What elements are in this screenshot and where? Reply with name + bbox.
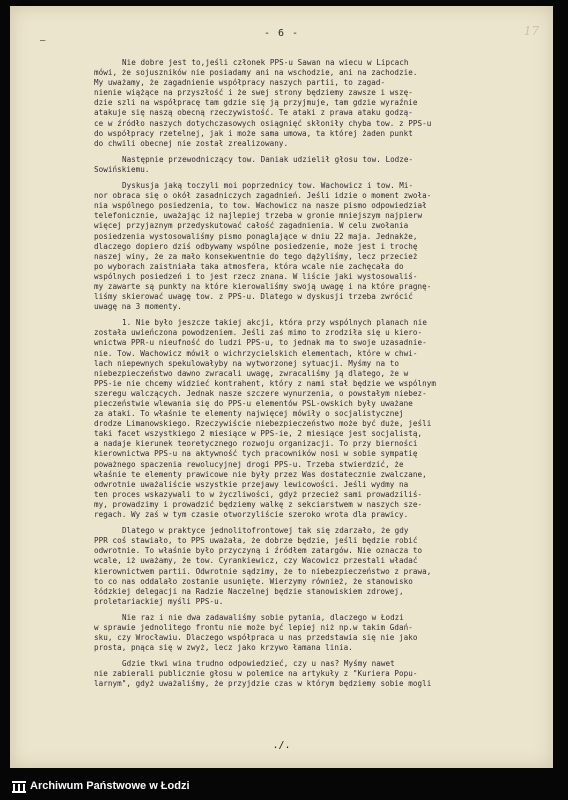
text-line: PPS-ie nie chcemy widzieć kontrahent, który z nami stał będzie we wspólnym xyxy=(94,378,437,388)
text-line: dzie szli na współpracę tam gdzie się ją przyjmuje, tam gdzie wyraźnie xyxy=(94,98,418,108)
margin-mark: – xyxy=(40,36,46,46)
text-line: do współpracy rzetelnej, jak i może sama umowa, ta której żaden punkt xyxy=(94,128,413,138)
text-line: pieczeństwie wlewania się do PPS-u elementów PSL-owskich były uważane xyxy=(94,399,413,408)
text-line: szeregu walczących. Jednak nasze szczere wynurzenia, o powstałym niebez- xyxy=(94,388,427,398)
text-line: lach niepewnych spekulowałyby na wytworzonej sytuacji. Myśmy na to xyxy=(94,358,400,368)
text-line: Nie raz i nie dwa zadawaliśmy sobie pytania, dlaczego w Łodzi xyxy=(122,612,404,622)
text-line: Sowińskiemu. xyxy=(94,164,150,174)
text-line: więcej przyjaznym przedyskutować całość zagadnienia. W celu zwołania xyxy=(94,221,409,231)
text-line: proletariackiej myśli PPS-u. xyxy=(94,596,224,606)
text-line: kierownictwem partii. Odwrotnie sądzimy, że to niebezpieczeństwo z prawa, xyxy=(94,566,432,576)
text-line: nienie wiążące na przyszłość i że swej strony będziemy zawsze i wszę- xyxy=(94,88,413,98)
text-line: Następnie przewodniczący tow. Daniak udzielił głosu tow. Lodze- xyxy=(122,154,414,164)
text-line: po wyborach zaistniała taka atmosfera, która wcale nie zachęcała do xyxy=(94,261,404,271)
text-line: my zawarte są punkty na które kierowaliśmy swoją uwagę i na które pragnę- xyxy=(94,281,432,291)
text-line: nor obraca się o okół zasadniczych zagadnień. Jeśli idzie o moment zwoła- xyxy=(94,191,432,201)
text-line: Dlatego w praktyce jednolitofrontowej tak się zdarzało, że gdy xyxy=(122,526,409,536)
text-line: 1. Nie było jeszcze takiej akcji, która przy wspólnych planach nie xyxy=(122,318,428,328)
text-line: drodze Limanowskiego. Rzeczywiście niebezpieczeństwo może być duże, jeśli xyxy=(94,419,432,429)
text-line: larnym", gdyż uważaliśmy, że przyjdzie czas w którym będziemy sobie mogli xyxy=(94,679,432,689)
text-line: Gdzie tkwi wina trudno odpowiedzieć, czy u nas? Myśmy nawet xyxy=(122,659,395,669)
text-line: telefonicznie, uważając iż najlepiej trzeba w gronie mniejszym najpierw xyxy=(94,211,423,221)
text-line: wspólnych posiedzeń i to jest rzecz znana. W liście jaki wystosowaliś- xyxy=(94,271,418,281)
text-line: ce w źródło naszych dotychczasowych osiągnięć skłoniły chyba tow. z PPS-u xyxy=(94,118,432,128)
text-line: łódzkiej delegacji na Radzie Naczelnej będzie stanowiskiem zdrowej, xyxy=(94,586,404,596)
archive-footer xyxy=(0,771,568,800)
document-page xyxy=(10,6,553,768)
page-number: - 6 - xyxy=(263,28,300,39)
text-line: naszej winy, że za mało konsekwentnie do tego dążyliśmy, lecz przecież xyxy=(94,251,418,261)
text-line: wcale, iż uważamy, że tow. Cyrankiewicz, czy Wacowicz przestali władać xyxy=(94,556,418,566)
text-line: kierownictwa PPS-u na aktywność tych pracowników nosi w sobie sympatię xyxy=(94,449,418,459)
text-line: odwrotnie uważaliście wszystkie przejawy lewicowości. Jeśli wydmy na xyxy=(94,479,409,489)
archive-page-stamp: 17 xyxy=(523,24,539,38)
archive-logo-icon xyxy=(12,779,26,793)
text-line: dlaczego dopiero dziś odbywamy wspólne posiedzenie, może jest i trochę xyxy=(94,241,418,251)
archive-name: Archiwum Państwowe w Łodzi xyxy=(30,779,190,792)
text-line: nie. Tow. Wachowicz mówił o wichrzycielskich elementach, które w chwi- xyxy=(94,348,418,358)
text-line: właśnie te elementy prawicowe nie były przez Was dostatecznie zwalczane, xyxy=(94,469,427,479)
text-line: została uwieńczona powodzeniem. Jeśli zaś mimo to zrodziła się u kiero- xyxy=(94,328,423,338)
text-line: mówi, że sojuszników nie posiadamy ani na wschodzie, ani na zachodzie. xyxy=(94,68,418,78)
text-line: taki facet wszystkiego 2 miesiące w PPS-ie, 2 miesiące jest socjalistą, xyxy=(94,429,423,439)
text-line: regach. Wy zaś w tym czasie otworzyliście szeroko wrota dla prawicy. xyxy=(94,510,409,520)
text-line: za ataki. To właśnie te elementy najwięcej mówiły o socjalistycznej xyxy=(94,409,404,419)
text-line: ten proces wskazywali to w życzliwości, gdyż przecież sami prowadziliś- xyxy=(94,489,423,499)
text-line: posiedzenia wystosowaliśmy pismo ponaglające w dniu 22 maja. Jednakże, xyxy=(94,231,418,241)
text-line: Nie dobre jest to,jeśli członek PPS-u Sawan na wiecu w Lipcach xyxy=(122,58,409,67)
text-line: sku, czy Wrocławiu. Dlaczego współpraca u nas przedstawia się nie jako xyxy=(94,633,418,643)
text-line: niebezpieczeństwo dawno zwracali uwagę, zwracaliśmy ją dlatego, że w xyxy=(94,368,409,378)
text-line: nie zabierali publicznie głosu w polemice na artykuły z "Kuriera Popu- xyxy=(94,669,418,679)
text-line: wnictwa PPR-u nieufność do ludzi PPS-u, to jednak ma to swoje uzasadnie- xyxy=(94,338,427,348)
text-line: odwrotnie. To właśnie było przyczyną i źródłem zatargów. Nie oznacza to xyxy=(94,546,423,556)
text-line: My uważamy, że zagadnienie współpracy naszych partii, to zagad- xyxy=(94,78,386,88)
text-line: PPR coś stawiało, to PPS uważała, że dobrze będzie, jeśli będzie robić xyxy=(94,536,418,546)
text-line: a nadaje kierunek teoretycznego rozwoju organizacji. To przy bierności xyxy=(94,439,418,449)
text-line: liśmy skierować uwagę tow. z PPS-u. Dlatego w dyskusji trzeba zwrócić xyxy=(94,292,413,302)
text-line: nia wspólnego posiedzenia, to tow. Wachowicz na nasze pismo odpowiedział xyxy=(94,201,427,211)
text-line: atakuje się naszą obecną rzeczywistość. Te ataki z prawa ataku godzą- xyxy=(94,108,413,118)
text-line: to co nas oddalało zostanie usunięte. Wierzymy również, że stanowisko xyxy=(94,576,413,586)
text-line: do chwili obecnej nie został zrealizowany. xyxy=(94,138,289,148)
text-line: poważnego spaczenia rewolucyjnej drogi PPS-u. Trzeba stwierdzić, że xyxy=(94,459,404,469)
text-line: prosta, pnąca się w zwyż, lecz jako krzywo łamana linia. xyxy=(94,643,353,653)
text-line: uwagę na 3 momenty. xyxy=(94,302,182,312)
text-line: w sprawie jednolitego frontu nie może być lepiej niż np.w takim Gdań- xyxy=(94,622,413,632)
text-line: Dyskusja jaką toczyli moi poprzednicy tow. Wachowicz i tow. Mi- xyxy=(122,181,414,191)
text-line: my, prowadzimy i prowadzić będziemy walkę z sekciarstwem w naszych sze- xyxy=(94,499,423,509)
document-body xyxy=(94,58,549,690)
continuation-mark: ./. xyxy=(272,740,291,751)
